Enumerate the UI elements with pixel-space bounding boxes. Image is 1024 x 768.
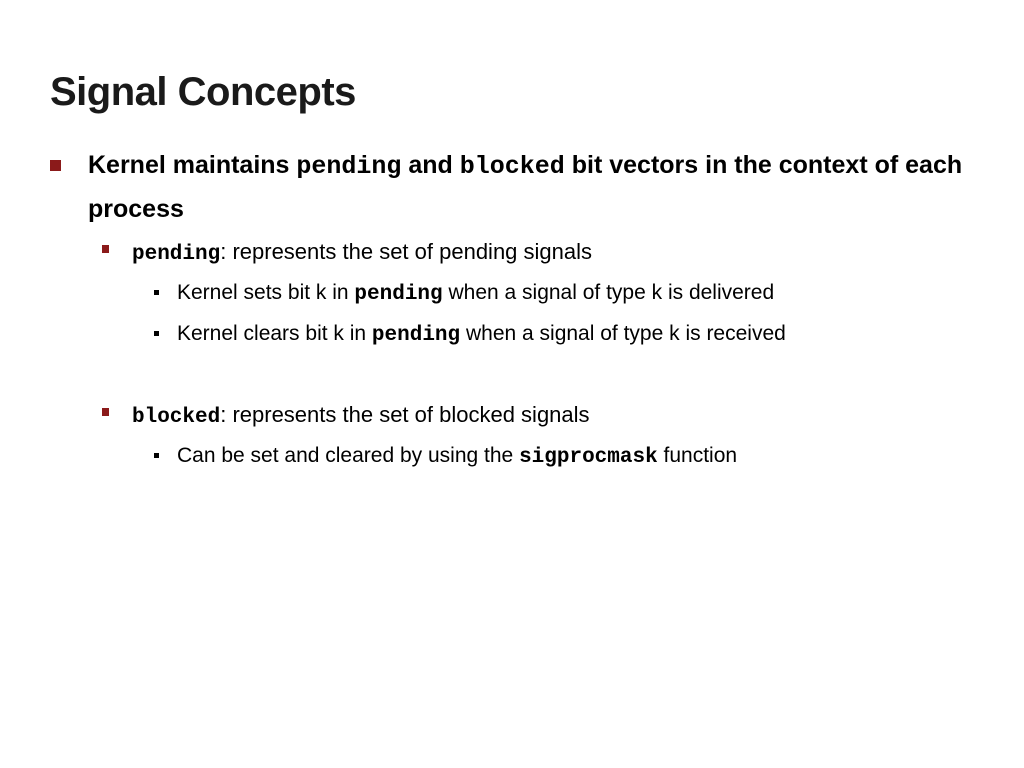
pending-sub-bullet-2-text: when a signal of type k is received: [460, 322, 786, 345]
main-bullet-part3: bit vectors in the context of each process: [88, 151, 963, 223]
pending-sub-bullet-2-text: Kernel clears bit k in: [177, 322, 372, 345]
slide-title: Signal Concepts: [50, 70, 356, 114]
pending-sub-bullet-1-text: Kernel sets bit k in: [177, 281, 355, 304]
pending-bullet-text: [132, 237, 592, 270]
square-bullet-icon: [50, 160, 61, 171]
code-pending: pending: [132, 243, 221, 266]
blocked-sub-bullet-1-text: function: [657, 444, 738, 467]
square-bullet-icon: [154, 453, 159, 458]
pending-sub-bullet-2-text: [177, 319, 786, 351]
square-bullet-icon: [154, 331, 159, 336]
square-bullet-icon: [102, 245, 109, 253]
code-blocked: blocked: [459, 152, 565, 181]
square-bullet-icon: [154, 290, 159, 295]
main-bullet-part1: Kernel maintains: [88, 151, 297, 179]
code-blocked: blocked: [132, 406, 221, 429]
main-bullet-part2: and: [401, 151, 460, 179]
code-sigprocmask: sigprocmask: [519, 446, 658, 469]
blocked-sub-bullet-1-text: [177, 441, 737, 473]
pending-sub-bullet-1-text: when a signal of type k is delivered: [442, 281, 775, 304]
code-pending: pending: [296, 152, 402, 181]
pending-sub-bullet-1-text: [177, 278, 774, 310]
main-bullet-text: [88, 144, 968, 230]
code-pending: pending: [371, 324, 461, 347]
pending-description: : represents the set of pending signals: [220, 239, 593, 264]
blocked-sub-bullet-1-text: Can be set and cleared by using the: [177, 444, 520, 467]
blocked-bullet-text: [132, 400, 590, 433]
square-bullet-icon: [102, 408, 109, 416]
blocked-description: : represents the set of blocked signals: [220, 402, 590, 427]
code-pending: pending: [354, 283, 443, 306]
